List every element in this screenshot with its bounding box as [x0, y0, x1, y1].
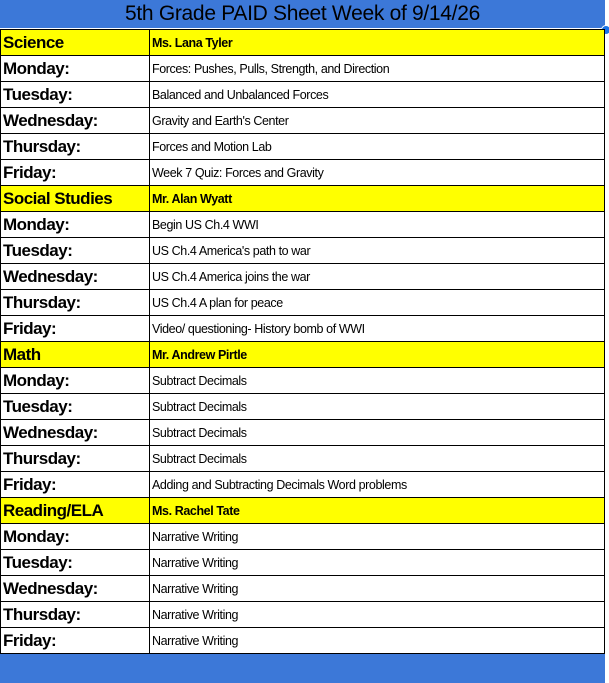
day-label[interactable]: Tuesday:: [1, 238, 150, 264]
subject-row: [1, 498, 605, 524]
day-label[interactable]: Friday:: [1, 628, 150, 654]
day-label[interactable]: Wednesday:: [1, 264, 150, 290]
day-label[interactable]: Thursday:: [1, 446, 150, 472]
topic-cell[interactable]: Subtract Decimals: [150, 394, 605, 420]
day-row: [1, 550, 605, 576]
day-row: [1, 212, 605, 238]
day-label[interactable]: Friday:: [1, 316, 150, 342]
topic-cell[interactable]: Video/ questioning- History bomb of WWI: [150, 316, 605, 342]
day-row: [1, 82, 605, 108]
day-row: [1, 56, 605, 82]
day-label[interactable]: Thursday:: [1, 290, 150, 316]
topic-cell[interactable]: US Ch.4 A plan for peace: [150, 290, 605, 316]
schedule-table: [0, 29, 605, 654]
day-label[interactable]: Tuesday:: [1, 550, 150, 576]
subject-row: [1, 186, 605, 212]
topic-cell[interactable]: Narrative Writing: [150, 576, 605, 602]
topic-cell[interactable]: US Ch.4 America joins the war: [150, 264, 605, 290]
day-row: [1, 394, 605, 420]
subject-row: [1, 30, 605, 56]
day-label[interactable]: Tuesday:: [1, 394, 150, 420]
day-row: [1, 316, 605, 342]
day-row: [1, 264, 605, 290]
teacher-name[interactable]: Mr. Andrew Pirtle: [150, 342, 605, 368]
subject-name[interactable]: Science: [1, 30, 150, 56]
subject-name[interactable]: Math: [1, 342, 150, 368]
topic-cell[interactable]: Subtract Decimals: [150, 420, 605, 446]
subject-row: [1, 342, 605, 368]
topic-cell[interactable]: Balanced and Unbalanced Forces: [150, 82, 605, 108]
day-row: [1, 602, 605, 628]
day-row: [1, 524, 605, 550]
day-label[interactable]: Friday:: [1, 472, 150, 498]
day-label[interactable]: Monday:: [1, 524, 150, 550]
topic-cell[interactable]: Week 7 Quiz: Forces and Gravity: [150, 160, 605, 186]
day-row: [1, 134, 605, 160]
day-label[interactable]: Monday:: [1, 212, 150, 238]
teacher-name[interactable]: Ms. Rachel Tate: [150, 498, 605, 524]
day-label[interactable]: Monday:: [1, 368, 150, 394]
day-row: [1, 472, 605, 498]
day-label[interactable]: Wednesday:: [1, 108, 150, 134]
topic-cell[interactable]: US Ch.4 America's path to war: [150, 238, 605, 264]
day-label[interactable]: Friday:: [1, 160, 150, 186]
topic-cell[interactable]: Narrative Writing: [150, 628, 605, 654]
topic-cell[interactable]: Subtract Decimals: [150, 446, 605, 472]
day-row: [1, 108, 605, 134]
topic-cell[interactable]: Narrative Writing: [150, 602, 605, 628]
day-row: [1, 160, 605, 186]
topic-cell[interactable]: Narrative Writing: [150, 524, 605, 550]
teacher-name[interactable]: Ms. Lana Tyler: [150, 30, 605, 56]
day-label[interactable]: Tuesday:: [1, 82, 150, 108]
day-row: [1, 290, 605, 316]
day-row: [1, 628, 605, 654]
topic-cell[interactable]: Adding and Subtracting Decimals Word problems: [150, 472, 605, 498]
day-label[interactable]: Thursday:: [1, 602, 150, 628]
day-label[interactable]: Monday:: [1, 56, 150, 82]
topic-cell[interactable]: Forces: Pushes, Pulls, Strength, and Direction: [150, 56, 605, 82]
day-label[interactable]: Wednesday:: [1, 420, 150, 446]
topic-cell[interactable]: Forces and Motion Lab: [150, 134, 605, 160]
topic-cell[interactable]: Subtract Decimals: [150, 368, 605, 394]
subject-name[interactable]: Social Studies: [1, 186, 150, 212]
topic-cell[interactable]: Gravity and Earth's Center: [150, 108, 605, 134]
day-label[interactable]: Wednesday:: [1, 576, 150, 602]
subject-name[interactable]: Reading/ELA: [1, 498, 150, 524]
day-row: [1, 446, 605, 472]
day-row: [1, 238, 605, 264]
topic-cell[interactable]: Narrative Writing: [150, 550, 605, 576]
day-row: [1, 420, 605, 446]
sheet-title: 5th Grade PAID Sheet Week of 9/14/26: [0, 0, 605, 28]
day-label[interactable]: Thursday:: [1, 134, 150, 160]
day-row: [1, 368, 605, 394]
topic-cell[interactable]: Begin US Ch.4 WWI: [150, 212, 605, 238]
footer-bar: [0, 654, 605, 683]
teacher-name[interactable]: Mr. Alan Wyatt: [150, 186, 605, 212]
day-row: [1, 576, 605, 602]
